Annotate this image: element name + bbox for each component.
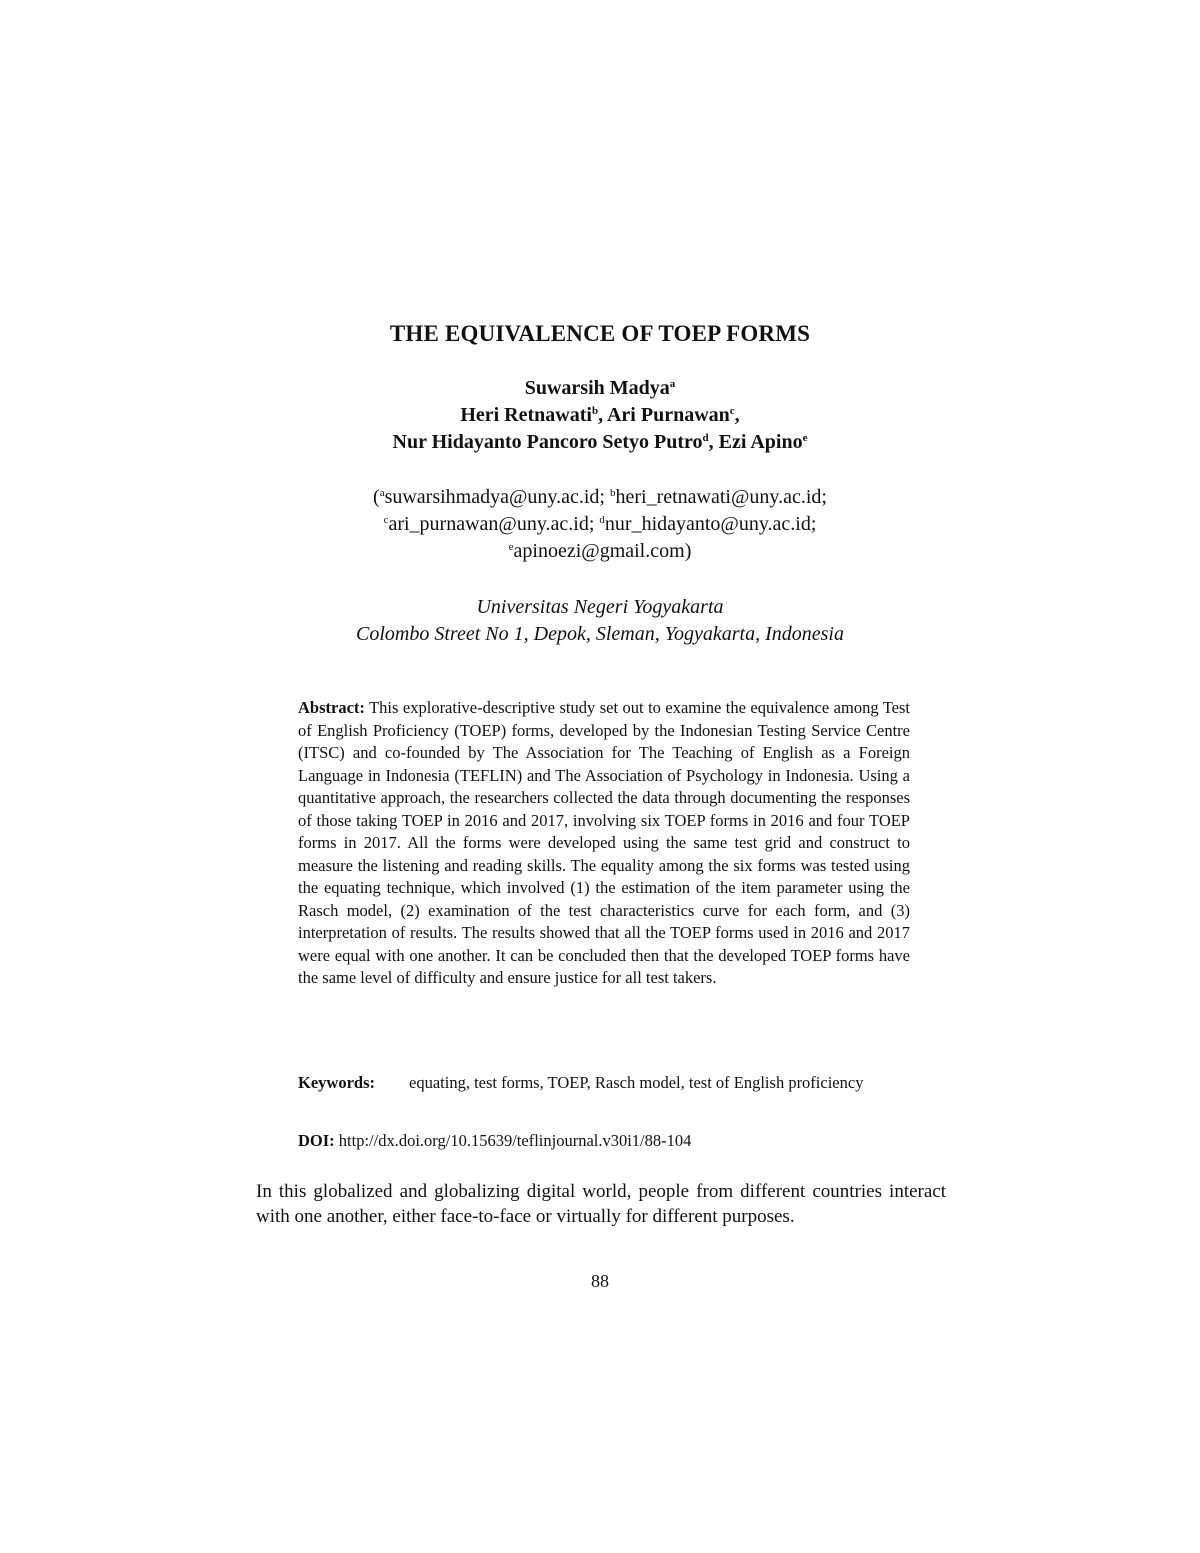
paper-title: THE EQUIVALENCE OF TOEP FORMS — [389, 321, 811, 346]
email-link[interactable]: ari_purnawan@uny.ac.id — [388, 513, 589, 535]
email-link[interactable]: nur_hidayanto@uny.ac.id — [604, 513, 811, 535]
email-mark: c — [383, 514, 389, 526]
email-link[interactable]: suwarsihmadya@uny.ac.id — [384, 486, 600, 508]
author-name: Suwarsih Madya — [524, 377, 670, 399]
body-paragraph: In this globalized and globalizing digital world, people from different countries interact with one another, either face-to-face or virtually for different purposes. — [256, 1181, 946, 1227]
author-line-1 — [0, 375, 1200, 402]
email-line-1: ($^a$suwarsihmadya@uny.ac.id; $^b$heri_retnawati@uny.ac.id; — [373, 486, 827, 508]
page-number: 88 — [591, 1271, 609, 1291]
author-name: Heri Retnawati — [460, 404, 592, 426]
email-mark: e — [508, 541, 514, 553]
author-affiliation-mark: c — [729, 405, 735, 417]
author-affiliation-mark: d — [702, 432, 709, 444]
doi-link[interactable]: http://dx.doi.org/10.15639/teflinjournal.v30i1/88-104 — [338, 1131, 692, 1150]
keywords — [298, 1072, 910, 1095]
author-affiliation-mark: a — [669, 378, 676, 390]
abstract-label: Abstract: — [298, 698, 365, 717]
keywords-text: equating, test forms, TOEP, Rasch model, test of English proficiency — [409, 1073, 864, 1092]
author-name: Nur Hidayanto Pancoro Setyo Putro — [392, 431, 703, 453]
email-mark: d — [599, 514, 605, 526]
abstract — [298, 697, 910, 990]
author-affiliation-mark: e — [802, 432, 808, 444]
keywords-label: Keywords: — [298, 1073, 375, 1092]
author-line-2: Heri Retnawati$^b$, Ari Purnawan$^c$, — [460, 404, 740, 426]
affiliation — [0, 594, 1200, 648]
doi — [298, 1130, 910, 1153]
author-affiliation-mark: b — [591, 405, 599, 417]
author-emails — [0, 484, 1200, 565]
email-mark: b — [609, 487, 616, 499]
email-line-3: $^e$apinoezi@gmail.com) — [508, 540, 692, 562]
author-line-3: Nur Hidayanto Pancoro Setyo Putro$^d$, Ezi Apino$^e$ — [392, 431, 808, 453]
author-name: Ezi Apino — [718, 431, 803, 453]
email-line-2: $^c$ari_purnawan@uny.ac.id; $^d$nur_hidayanto@uny.ac.id; — [383, 513, 817, 535]
author-list — [0, 375, 1200, 456]
email-mark: a — [379, 487, 385, 499]
university-address: Colombo Street No 1, Depok, Sleman, Yogyakarta, Indonesia — [356, 623, 844, 645]
doi-label: DOI: — [298, 1131, 335, 1150]
email-link[interactable]: heri_retnawati@uny.ac.id — [615, 486, 822, 508]
abstract-text: This explorative-descriptive study set out to examine the equivalence among Test of English Proficiency (TOEP) forms, developed by the Indonesian Testing Service Centre (ITSC) and co-founded by The Association for The Teaching of English as a Foreign Language in Indonesia (TEFLIN) and The Association of Psychology in Indonesia. Using a quantitative approach, the researchers collected the data through documenting the responses of those taking TOEP in 2016 and 2017, involving six TOEP forms in 2016 and four TOEP forms in 2017. All the forms were developed using the same test grid and construct to measure the listening and reading skills. The equality among the six forms was tested using the equating technique, which involved (1) the estimation of the item parameter using the Rasch model, (2) examination of the test characteristics curve for each form, and (3) interpretation of results. The results showed that all the TOEP forms used in 2016 and 2017 were equal with one another. It can be concluded then that the developed TOEP forms have the same level of difficulty and ensure justice for all test takers. — [298, 698, 911, 987]
author-name: Ari Purnawan — [606, 404, 730, 426]
email-link[interactable]: apinoezi@gmail.com — [513, 540, 685, 562]
university-name: Universitas Negeri Yogyakarta — [476, 596, 724, 618]
